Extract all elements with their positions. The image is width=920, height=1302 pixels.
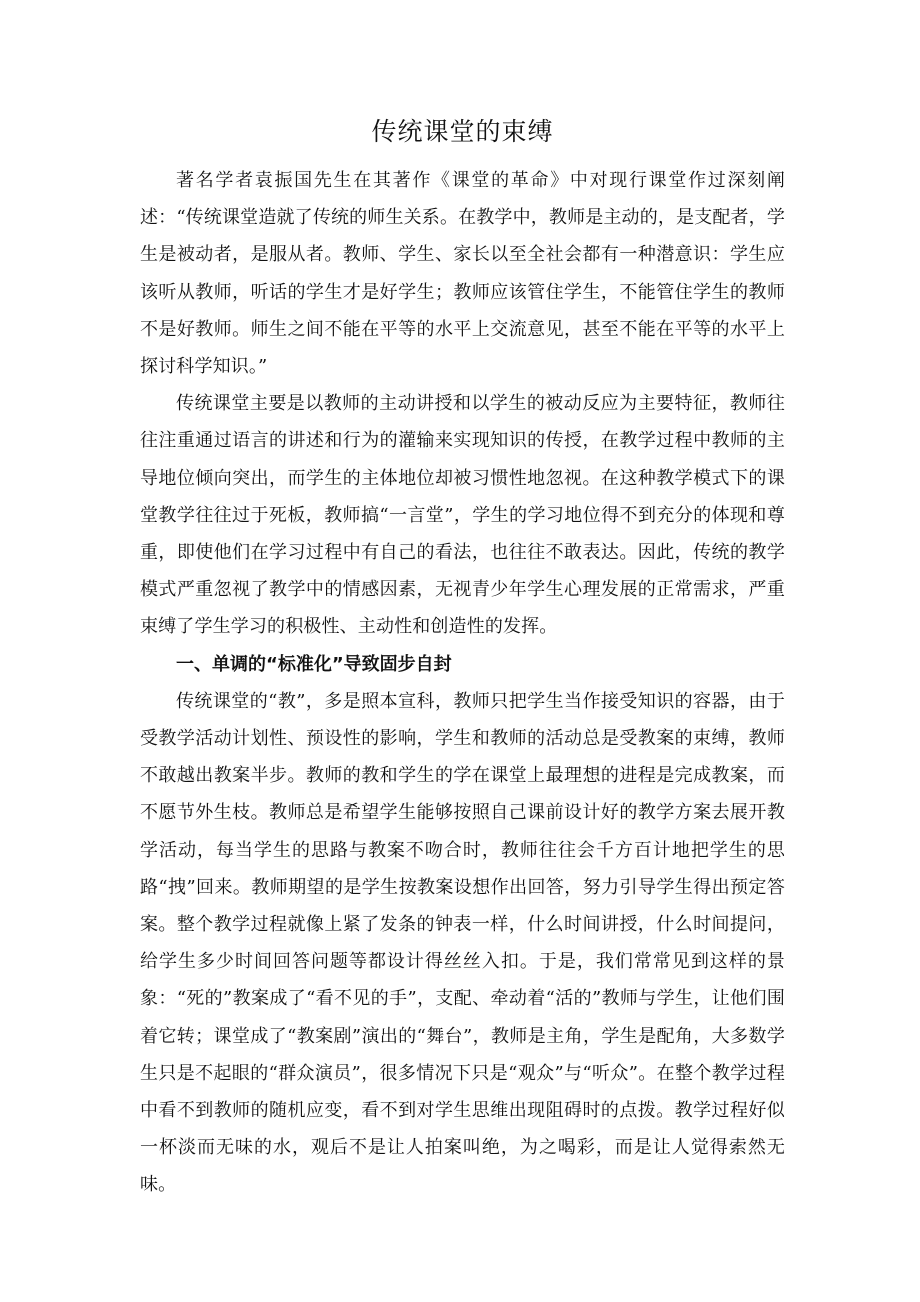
section-paragraph: 传统课堂的“教”，多是照本宣科，教师只把学生当作接受知识的容器，由于受教学活动计划性、预设性的影响，学生和教师的活动总是受教案的束缚，教师不敢越出教案半步。教师的教和学生的学在课堂上最理想的进程是完成教案，而不愿节外生枝。教师总是希望学生能够按照自己课前设计好的教学方案去展开教学活动，每当学生的思路与教案不吻合时，教师往往会千方百计地把学生的思路“拽”回来。教师期望的是学生按教案设想作出回答，努力引导学生得出预定答案。整个教学过程就像上紧了发条的钟表一样，什么时间讲授，什么时间提问，给学生多少时间回答问题等都设计得丝丝入扣。于是，我们常常见到这样的景象：“死的”教案成了“看不见的手”，支配、牵动着“活的”教师与学生，让他们围着它转；课堂成了“教案剧”演出的“舞台”，教师是主角，学生是配角，大多数学生只是不起眼的“群众演员”，很多情况下只是“观众”与“听众”。在整个教学过程中看不到教师的随机应变，看不到对学生思维出现阻碍时的点拨。教学过程好似一杯淡而无味的水，观后不是让人拍案叫绝，为之喝彩，而是让人觉得索然无味。 (140, 690, 785, 1196)
intro-paragraph: 著名学者袁振国先生在其著作《课堂的革命》中对现行课堂作过深刻阐述：“传统课堂造就了传统的师生关系。在教学中，教师是主动的，是支配者，学生是被动者，是服从者。教师、学生、家长以至全社会都有一种潜意识：学生应该听从教师，听话的学生才是好学生；教师应该管住学生，不能管住学生的教师不是好教师。师生之间不能在平等的水平上交流意见，甚至不能在平等的水平上探讨科学知识。” (140, 170, 785, 378)
document-title: 传统课堂的束缚 (371, 117, 554, 146)
body-paragraph: 传统课堂主要是以教师的主动讲授和以学生的被动反应为主要特征，教师往往注重通过语言的讲述和行为的灌输来实现知识的传授，在教学过程中教师的主导地位倾向突出，而学生的主体地位却被习惯性地忽视。在这种教学模式下的课堂教学往往过于死板，教师搞“一言堂”，学生的学习地位得不到充分的体现和尊重，即使他们在学习过程中有自己的看法，也往往不敢表达。因此，传统的教学模式严重忽视了教学中的情感因素，无视青少年学生心理发展的正常需求，严重束缚了学生学习的积极性、主动性和创造性的发挥。 (140, 393, 785, 638)
document-page (140, 106, 785, 1204)
section-heading: 一、单调的“标准化”导致固步自封 (176, 653, 452, 675)
